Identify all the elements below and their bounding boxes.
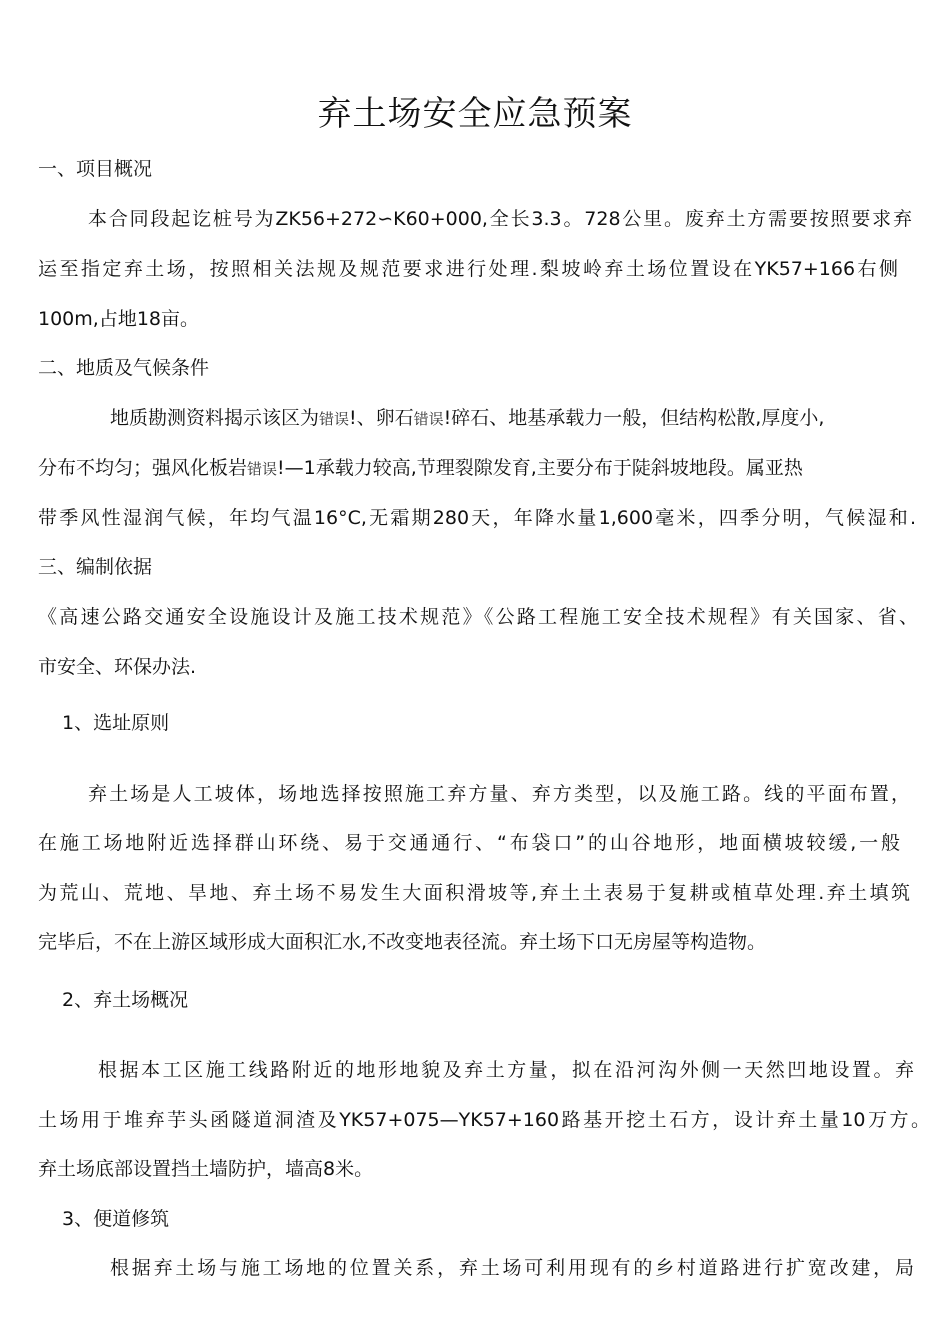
paragraph-line: 土场用于堆弃芋头函隧道洞渣及YK57+075—YK57+160路基开挖土石方，设计弃土量10万方。 xyxy=(38,1109,930,1131)
text-run: !碎石、地基承载力一般，但结构松散,厚度小, xyxy=(443,407,825,429)
paragraph-line: 本合同段起讫桩号为ZK56+272∽K60+000,全长3.3。728公里。废弃土方需要按照要求弃 xyxy=(88,208,912,230)
paragraph-line: 市安全、环保办法. xyxy=(38,656,197,678)
paragraph-line: 带季风性湿润气候，年均气温16°C,无霜期280天，年降水量1,600毫米，四季分明，气候湿和. xyxy=(38,507,916,529)
section-heading-geology: 二、地质及气候条件 xyxy=(38,357,210,379)
error-marker: 错误 xyxy=(319,410,350,428)
subsection-heading-access-road: 3、便道修筑 xyxy=(62,1208,170,1230)
document-title: 弃土场安全应急预案 xyxy=(317,94,633,134)
error-marker: 错误 xyxy=(413,410,444,428)
text-run: !—1承载力较高,节理裂隙发育,主要分布于陡斜坡地段。属亚热 xyxy=(277,457,803,479)
paragraph-line: 为荒山、荒地、旱地、弃土场不易发生大面积滑坡等,弃土土表易于复耕或植草处理.弃土填筑 xyxy=(38,882,910,904)
paragraph-line xyxy=(38,453,918,484)
section-heading-basis: 三、编制依据 xyxy=(38,556,153,578)
paragraph-line: 弃土场底部设置挡土墙防护，墙高8米。 xyxy=(38,1158,374,1180)
paragraph-line: 在施工场地附近选择群山环绕、易于交通通行、“布袋口”的山谷地形，地面横坡较缓,一般 xyxy=(38,832,900,854)
subsection-heading-site-selection: 1、选址原则 xyxy=(62,712,170,734)
error-marker: 错误 xyxy=(247,460,278,478)
subsection-heading-site-overview: 2、弃土场概况 xyxy=(62,989,189,1011)
paragraph-line: 100m,占地18亩。 xyxy=(38,308,199,330)
paragraph-line xyxy=(110,403,916,434)
paragraph-line: 根据本工区施工线路附近的地形地貌及弃土方量，拟在沿河沟外侧一天然凹地设置。弃 xyxy=(98,1059,914,1081)
paragraph-line: 根据弃土场与施工场地的位置关系，弃土场可利用现有的乡村道路进行扩宽改建，局 xyxy=(110,1257,914,1279)
paragraph-line: 《高速公路交通安全设施设计及施工技术规范》《公路工程施工安全技术规程》有关国家、省、 xyxy=(38,606,918,628)
text-run: 分布不均匀；强风化板岩 xyxy=(38,457,248,479)
paragraph-line: 完毕后，不在上游区域形成大面积汇水,不改变地表径流。弃土场下口无房屋等构造物。 xyxy=(38,931,767,953)
section-heading-overview: 一、项目概况 xyxy=(38,158,153,180)
text-run: !、卵石 xyxy=(349,407,414,429)
paragraph-line: 运至指定弃土场，按照相关法规及规范要求进行处理.梨坡岭弃土场位置设在YK57+166右侧 xyxy=(38,258,898,280)
text-run: 地质勘测资料揭示该区为 xyxy=(110,407,320,429)
paragraph-line: 弃土场是人工坡体，场地选择按照施工弃方量、弃方类型，以及施工路。线的平面布置， xyxy=(88,783,910,805)
